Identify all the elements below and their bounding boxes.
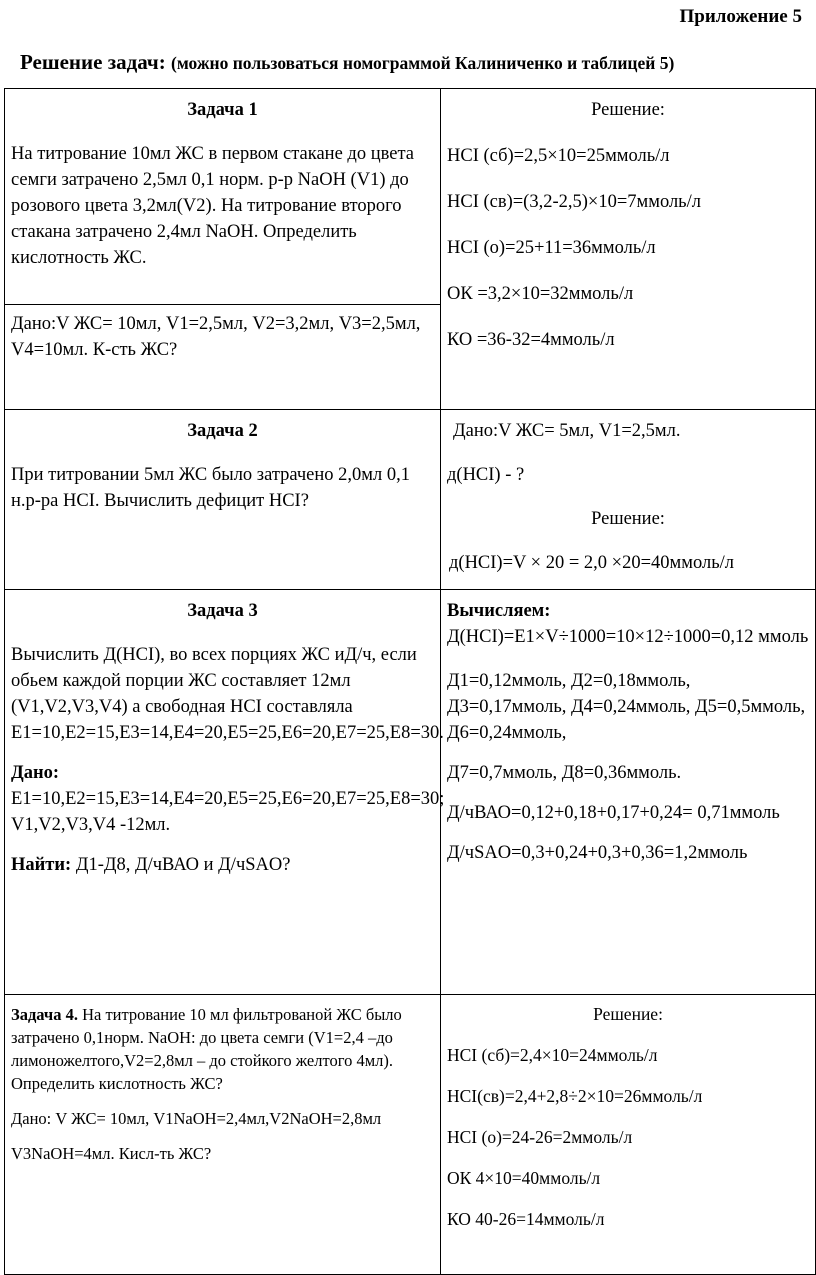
task4-text-body: На титрование 10 мл фильтрованой ЖС было затрачено 0,1норм. NaOH: до цвета семги (V1=2,4 –до лимоножелтого,V2=2,8мл – до стойкого желтого 4мл). Определить кислотность ЖС? (11, 1005, 402, 1093)
task4-sol-line: ОК 4×10=40ммоль/л (447, 1168, 601, 1188)
task2-find: д(HCI) - ? (447, 465, 525, 485)
task4-sol-line: HCI(св)=2,4+2,8÷2×10=26ммоль/л (447, 1086, 703, 1106)
task3-sao: Д/чSAO=0,3+0,24+0,3+0,36=1,2ммоль (447, 843, 748, 863)
task3-given (11, 760, 445, 838)
task4-sol-line: КО 40-26=14ммоль/л (447, 1209, 605, 1229)
task3-given-label: Дано: (11, 763, 60, 783)
task3-bao: Д/чВАО=0,12+0,18+0,17+0,24= 0,71ммоль (447, 803, 780, 823)
task2-solution: д(HCI)=V × 20 = 2,0 ×20=40ммоль/л (449, 553, 734, 573)
task4-row (5, 995, 816, 1275)
task1-text: На титрование 10мл ЖС в первом стакане до цвета семги затрачено 2,5мл 0,1 норм. р-р NaOH (V1) до розового цвета 3,2мл(V2). На титрование второго стакана затрачено 2,4мл NaOH. Определить кислотность ЖС. (11, 144, 414, 268)
task4-right (441, 995, 816, 1275)
task4-text (11, 1003, 434, 1095)
task3-title: Задача 3 (187, 601, 258, 621)
task2-left (5, 410, 441, 590)
task3-find (11, 852, 434, 878)
task1-solution-label: Решение: (591, 100, 665, 120)
title-subtitle: (можно пользоваться номограммой Калиниченко и таблицей 5) (171, 53, 675, 73)
task3-calc-label: Вычисляем: (447, 601, 551, 621)
task1-title: Задача 1 (187, 100, 258, 120)
task4-solution-label: Решение: (593, 1004, 663, 1024)
task1-sol-line: HCI (сб)=2,5×10=25ммоль/л (447, 146, 670, 166)
task2-given: Дано:V ЖС= 5мл, V1=2,5мл. (453, 421, 681, 441)
task3-formula: Д(HCI)=E1×V÷1000=10×12÷1000=0,12 ммоль (447, 627, 809, 647)
appendix-label: Приложение 5 (679, 6, 802, 27)
task3-results-1: Д1=0,12ммоль, Д2=0,18ммоль, Д3=0,17ммоль, Д4=0,24ммоль, Д5=0,5ммоль, Д6=0,24ммоль, (447, 671, 806, 743)
task3-find-text: Д1-Д8, Д/чВАО и Д/чSAO? (75, 855, 291, 875)
page-title (20, 50, 806, 75)
task1-right (441, 89, 816, 410)
task3-row (5, 590, 816, 995)
task3-left (5, 590, 445, 995)
task1-sol-line: HCI (св)=(3,2-2,5)×10=7ммоль/л (447, 192, 701, 212)
task4-title: Задача 4. (11, 1005, 78, 1024)
task4-given-2: V3NaOH=4мл. Кисл-ть ЖС? (11, 1144, 212, 1163)
task1-left (5, 89, 441, 410)
task1-sol-line: ОК =3,2×10=32ммоль/л (447, 284, 634, 304)
title-main: Решение задач: (20, 50, 166, 74)
task3-given-text: E1=10,E2=15,E3=14,E4=20,E5=25,E6=20,E7=25,E8=30; V1,V2,V3,V4 -12мл. (11, 789, 445, 835)
tasks-table (4, 88, 816, 1275)
task1-row (5, 89, 816, 410)
task2-text: При титровании 5мл ЖС было затрачено 2,0мл 0,1 н.р-ра HCI. Вычислить дефицит HCI? (11, 465, 410, 511)
task3-results-2: Д7=0,7ммоль, Д8=0,36ммоль. (447, 763, 682, 783)
task4-given-1: Дано: V ЖС= 10мл, V1NaOH=2,4мл,V2NaOH=2,8мл (11, 1109, 382, 1128)
task2-row (5, 410, 816, 590)
task3-text: Вычислить Д(HCI), во всех порциях ЖС иД/ч, если обьем каждой порции ЖС составляет 12мл (V1,V2,V3,V4) а свободная HCI составляла E1=10,E2=15,E3=14,E4=20,E5=25,E6=20,E7=25,E8=30. (11, 645, 444, 743)
task2-title: Задача 2 (187, 421, 258, 441)
task3-right (441, 590, 816, 995)
task4-left (5, 995, 441, 1275)
task1-sol-line: КО =36-32=4ммоль/л (447, 330, 615, 350)
task1-given: Дано:V ЖС= 10мл, V1=2,5мл, V2=3,2мл, V3=2,5мл, V4=10мл. К-сть ЖС? (11, 314, 421, 360)
task2-right (441, 410, 816, 590)
task1-sol-line: HCI (о)=25+11=36ммоль/л (447, 238, 656, 258)
task4-sol-line: HCI (о)=24-26=2ммоль/л (447, 1127, 633, 1147)
task2-solution-label: Решение: (591, 509, 665, 529)
task4-sol-line: HCI (сб)=2,4×10=24ммоль/л (447, 1045, 658, 1065)
task3-find-label: Найти: (11, 855, 72, 875)
